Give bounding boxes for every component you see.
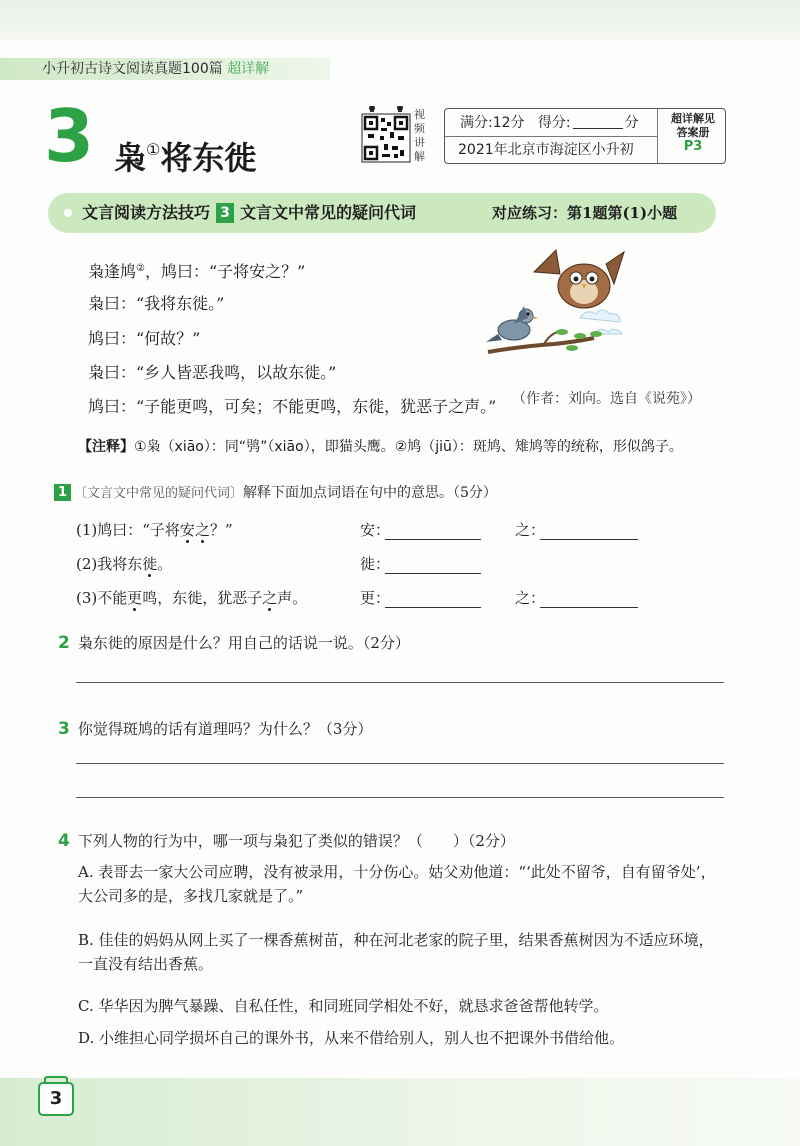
question-1-number: 1 [54, 484, 71, 501]
banner-title: 文言阅读方法技巧 3 文言文中常见的疑问代词 [82, 203, 417, 222]
passage-line-1: 枭逢鸠②，鸠曰：“子将安之？” [88, 262, 306, 281]
owl-and-dove-illustration [484, 244, 644, 368]
title-note-marker: ① [146, 140, 161, 159]
qr-code-icon[interactable] [360, 106, 412, 164]
answer-blank-an[interactable] [385, 539, 481, 540]
q4-option-c[interactable]: C. 华华因为脾气暴躁、自私任性，和同班同学相处不好，就恳求爸爸帮他转学。 [78, 997, 609, 1015]
q3-answer-line-1[interactable] [76, 763, 724, 764]
answer-page: P3 [683, 139, 703, 154]
answer-reference: 超详解见 答案册 P3 [660, 112, 726, 154]
q2-answer-line[interactable] [76, 682, 724, 683]
lesson-number: 3 [44, 94, 95, 178]
question-2-number: 2 [58, 633, 70, 653]
page-number: 3 [38, 1082, 74, 1116]
answer-blank-zhi-1[interactable] [540, 539, 638, 540]
banner-number: 3 [216, 203, 234, 223]
banner-dot-icon [64, 209, 72, 217]
q1-item-2: (2)我将东徙。 [76, 555, 173, 573]
q4-option-d[interactable]: D. 小维担心同学损坏自己的课外书，从来不借给别人，别人也不把课外书借给他。 [78, 1029, 625, 1047]
series-title: 小升初古诗文阅读真题100篇 超详解 [42, 61, 270, 77]
q1-item-3-label-geng: 更： [360, 589, 391, 607]
q1-item-3-label-zhi: 之： [515, 589, 546, 607]
lesson-title: 枭①将东徙 [114, 139, 257, 177]
question-1-prompt: 〔文言文中常见的疑问代词〕解释下面加点词语在句中的意思。（5分） [74, 485, 497, 501]
question-4: 4 下列人物的行为中，哪一项与枭犯了类似的错误？（ ）（2分） [58, 828, 515, 854]
question-3-number: 3 [58, 719, 70, 739]
series-highlight: 超详解 [227, 61, 270, 77]
answer-blank-zhi-2[interactable] [540, 607, 638, 608]
passage-line-5: 鸠曰：“子能更鸣，可矣；不能更鸣，东徙，犹恶子之声。” [88, 397, 497, 416]
question-3: 3 你觉得斑鸠的话有道理吗？为什么？（3分） [58, 716, 372, 742]
got-score-label: 得分: [537, 115, 571, 131]
q4-option-b[interactable]: B. 佳佳的妈妈从网上买了一棵香蕉树苗，种在河北老家的院子里，结果香蕉树因为不适应环境，一直没有结出香蕉。 [78, 931, 714, 973]
passage-line-2: 枭曰：“我将东徙。” [88, 294, 225, 313]
question-4-number: 4 [58, 831, 70, 851]
full-score: 满分:12分 [460, 115, 525, 131]
bottom-band [0, 1078, 800, 1146]
answer-blank-xi[interactable] [385, 573, 481, 574]
question-2: 2 枭东徙的原因是什么？用自己的话说一说。（2分） [58, 630, 410, 656]
answer-blank-geng[interactable] [385, 607, 481, 608]
score-blank[interactable] [573, 114, 623, 129]
banner-practice: 对应练习：第1题第(1)小题 [492, 204, 678, 222]
q3-answer-line-2[interactable] [76, 797, 724, 798]
q1-item-3: (3)不能更鸣，东徙，犹恶子之声。 [76, 589, 308, 607]
passage-line-4: 枭曰：“乡人皆恶我鸣，以故东徙。” [88, 363, 337, 382]
passage-line-3: 鸠曰：“何故？” [88, 329, 201, 348]
author-source: （作者：刘向。选自《说苑》） [512, 391, 701, 407]
q1-item-2-label-xi: 徙： [360, 555, 391, 573]
exam-source: 2021年北京市海淀区小升初 [458, 142, 634, 158]
q1-item-1-label-an: 安： [360, 521, 391, 539]
qr-label: 视频讲解 [414, 108, 425, 163]
annotations: 【注释】①枭（xiāo）：同“鸮”（xiāo），即猫头鹰。②鸠（jiū）：斑鸠、雉鸠等的统称，形似鸽子。 [78, 439, 683, 455]
top-band [0, 0, 800, 40]
score-row: 满分:12分 得分: 分 [460, 115, 639, 131]
q1-item-1: (1)鸠曰：“子将安之？” [76, 521, 233, 539]
q4-option-a[interactable]: A. 表哥去一家大公司应聘，没有被录用，十分伤心。姑父劝他道：“‘此处不留爷，自有留爷处’，大公司多的是，多找几家就是了。” [78, 863, 716, 905]
q1-item-1-label-zhi: 之： [515, 521, 546, 539]
